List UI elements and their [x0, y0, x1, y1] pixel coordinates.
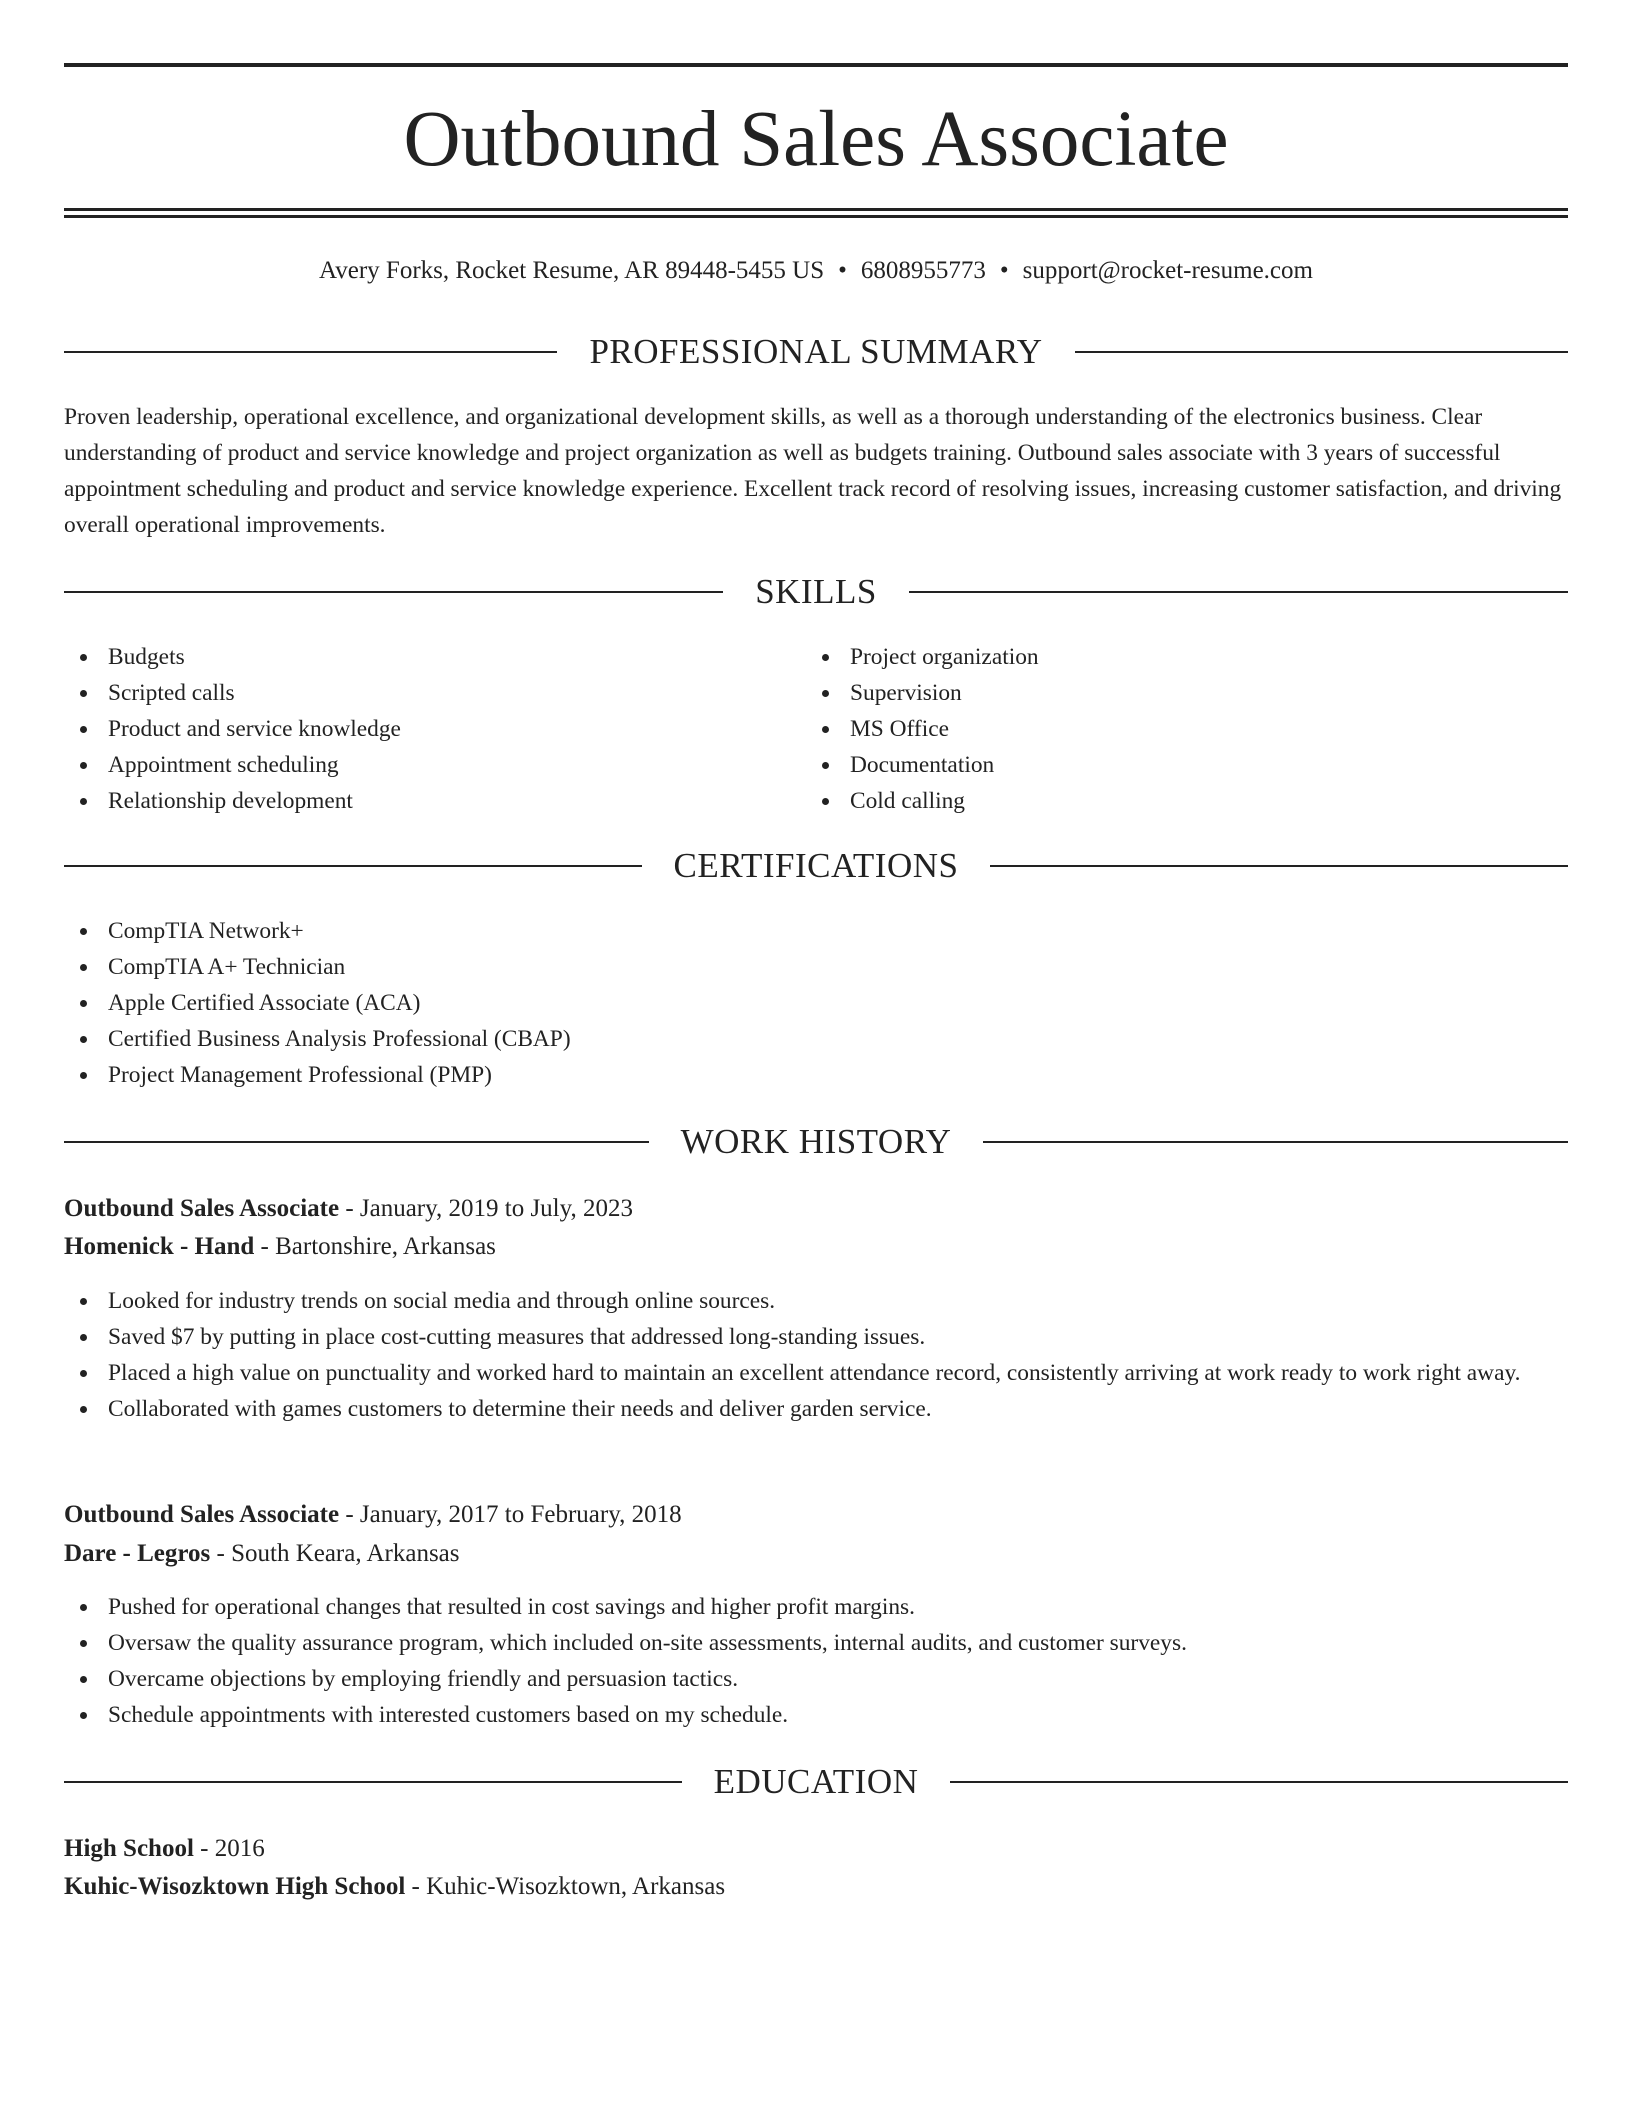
contact-separator: •	[999, 257, 1009, 284]
job-bullet: Saved $7 by putting in place cost-cutting measures that addressed long-standing issues.	[64, 1319, 1568, 1355]
contact-phone: 6808955773	[860, 257, 986, 284]
education-school-line	[64, 1869, 1568, 1905]
heading-rule-right	[990, 865, 1568, 867]
certification-item: Project Management Professional (PMP)	[64, 1057, 1568, 1093]
job-title: Outbound Sales Associate	[64, 1501, 340, 1528]
education-heading-label: EDUCATION	[713, 1762, 919, 1801]
skill-item: Appointment scheduling	[64, 747, 804, 783]
job-employer-line	[64, 1536, 1568, 1572]
work-history-heading	[64, 1120, 1568, 1164]
heading-rule-left	[64, 865, 642, 867]
work-history-heading-label: WORK HISTORY	[680, 1122, 952, 1161]
education-location: - Kuhic-Wisozktown, Arkansas	[405, 1873, 726, 1900]
heading-rule-right	[1075, 351, 1568, 353]
job-bullet: Oversaw the quality assurance program, which included on-site assessments, internal audits, and customer surveys.	[64, 1625, 1568, 1661]
job-bullet: Schedule appointments with interested customers based on my schedule.	[64, 1697, 1568, 1733]
education-degree: High School	[64, 1835, 194, 1862]
title-rule-lower	[64, 215, 1568, 218]
education-year: - 2016	[193, 1835, 265, 1862]
job-dates: - January, 2017 to February, 2018	[339, 1501, 682, 1528]
skill-item: Project organization	[806, 639, 1546, 675]
skills-list-right	[806, 639, 1546, 819]
job-title-line	[64, 1497, 1568, 1533]
skills-list-left	[64, 639, 804, 819]
job-location: - South Keara, Arkansas	[210, 1540, 460, 1567]
certification-item: Apple Certified Associate (ACA)	[64, 985, 1568, 1021]
contact-email: support@rocket-resume.com	[1022, 257, 1313, 284]
job-bullet: Collaborated with games customers to determine their needs and deliver garden service.	[64, 1391, 1568, 1427]
certifications-list	[64, 913, 1568, 1093]
top-rule	[64, 63, 1568, 67]
job-dates: - January, 2019 to July, 2023	[339, 1195, 634, 1222]
title-rule-upper	[64, 208, 1568, 211]
skill-item: Cold calling	[806, 783, 1546, 819]
job-bullet: Pushed for operational changes that resulted in cost savings and higher profit margins.	[64, 1589, 1568, 1625]
skills-heading	[64, 570, 1568, 614]
job-employer-line	[64, 1229, 1568, 1265]
skill-item: Documentation	[806, 747, 1546, 783]
job-title-line	[64, 1191, 1568, 1227]
certifications-heading	[64, 844, 1568, 888]
certification-item: CompTIA Network+	[64, 913, 1568, 949]
certifications-heading-label: CERTIFICATIONS	[673, 846, 959, 885]
resume-title: Outbound Sales Associate	[403, 96, 1229, 183]
job-bullet: Overcame objections by employing friendly and persuasion tactics.	[64, 1661, 1568, 1697]
job-company: Dare - Legros	[64, 1540, 211, 1567]
skill-item: Scripted calls	[64, 675, 804, 711]
education-heading	[64, 1760, 1568, 1804]
heading-rule-right	[909, 591, 1568, 593]
heading-rule-left	[64, 591, 723, 593]
heading-rule-left	[64, 1141, 649, 1143]
skill-item: Relationship development	[64, 783, 804, 819]
heading-rule-right	[983, 1141, 1568, 1143]
job-bullet: Looked for industry trends on social media and through online sources.	[64, 1283, 1568, 1319]
job-bullet: Placed a high value on punctuality and worked hard to maintain an excellent attendance record, consistently arriving at work ready to work right away.	[64, 1355, 1568, 1391]
job-bullets	[64, 1589, 1568, 1733]
contact-separator: •	[838, 257, 847, 284]
job-location: - Bartonshire, Arkansas	[254, 1233, 496, 1260]
skill-item: Product and service knowledge	[64, 711, 804, 747]
heading-rule-left	[64, 351, 557, 353]
summary-heading	[64, 330, 1568, 374]
contact-line	[64, 254, 1568, 288]
heading-rule-right	[950, 1781, 1568, 1783]
job-title: Outbound Sales Associate	[64, 1195, 340, 1222]
summary-text: Proven leadership, operational excellence, and organizational development skills, as well as a thorough understanding of the electronics business. Clear understanding of product and service knowledge and project organization as well as budgets training. Outbound sales associate with 3 years of successful appointment scheduling and product and service knowledge experience. Excellent track record of resolving issues, increasing customer satisfaction, and driving overall operational improvements.	[64, 404, 1562, 538]
skill-item: Supervision	[806, 675, 1546, 711]
skills-heading-label: SKILLS	[755, 572, 877, 611]
education-school: Kuhic-Wisozktown High School	[64, 1873, 406, 1900]
contact-address: Avery Forks, Rocket Resume, AR 89448-5455 US	[319, 257, 825, 284]
education-degree-line	[64, 1831, 1568, 1867]
job-bullets	[64, 1283, 1568, 1427]
summary-heading-label: PROFESSIONAL SUMMARY	[589, 332, 1043, 371]
heading-rule-left	[64, 1781, 682, 1783]
certification-item: Certified Business Analysis Professional (CBAP)	[64, 1021, 1568, 1057]
certification-item: CompTIA A+ Technician	[64, 949, 1568, 985]
skill-item: Budgets	[64, 639, 804, 675]
skill-item: MS Office	[806, 711, 1546, 747]
job-company: Homenick - Hand	[64, 1233, 255, 1260]
